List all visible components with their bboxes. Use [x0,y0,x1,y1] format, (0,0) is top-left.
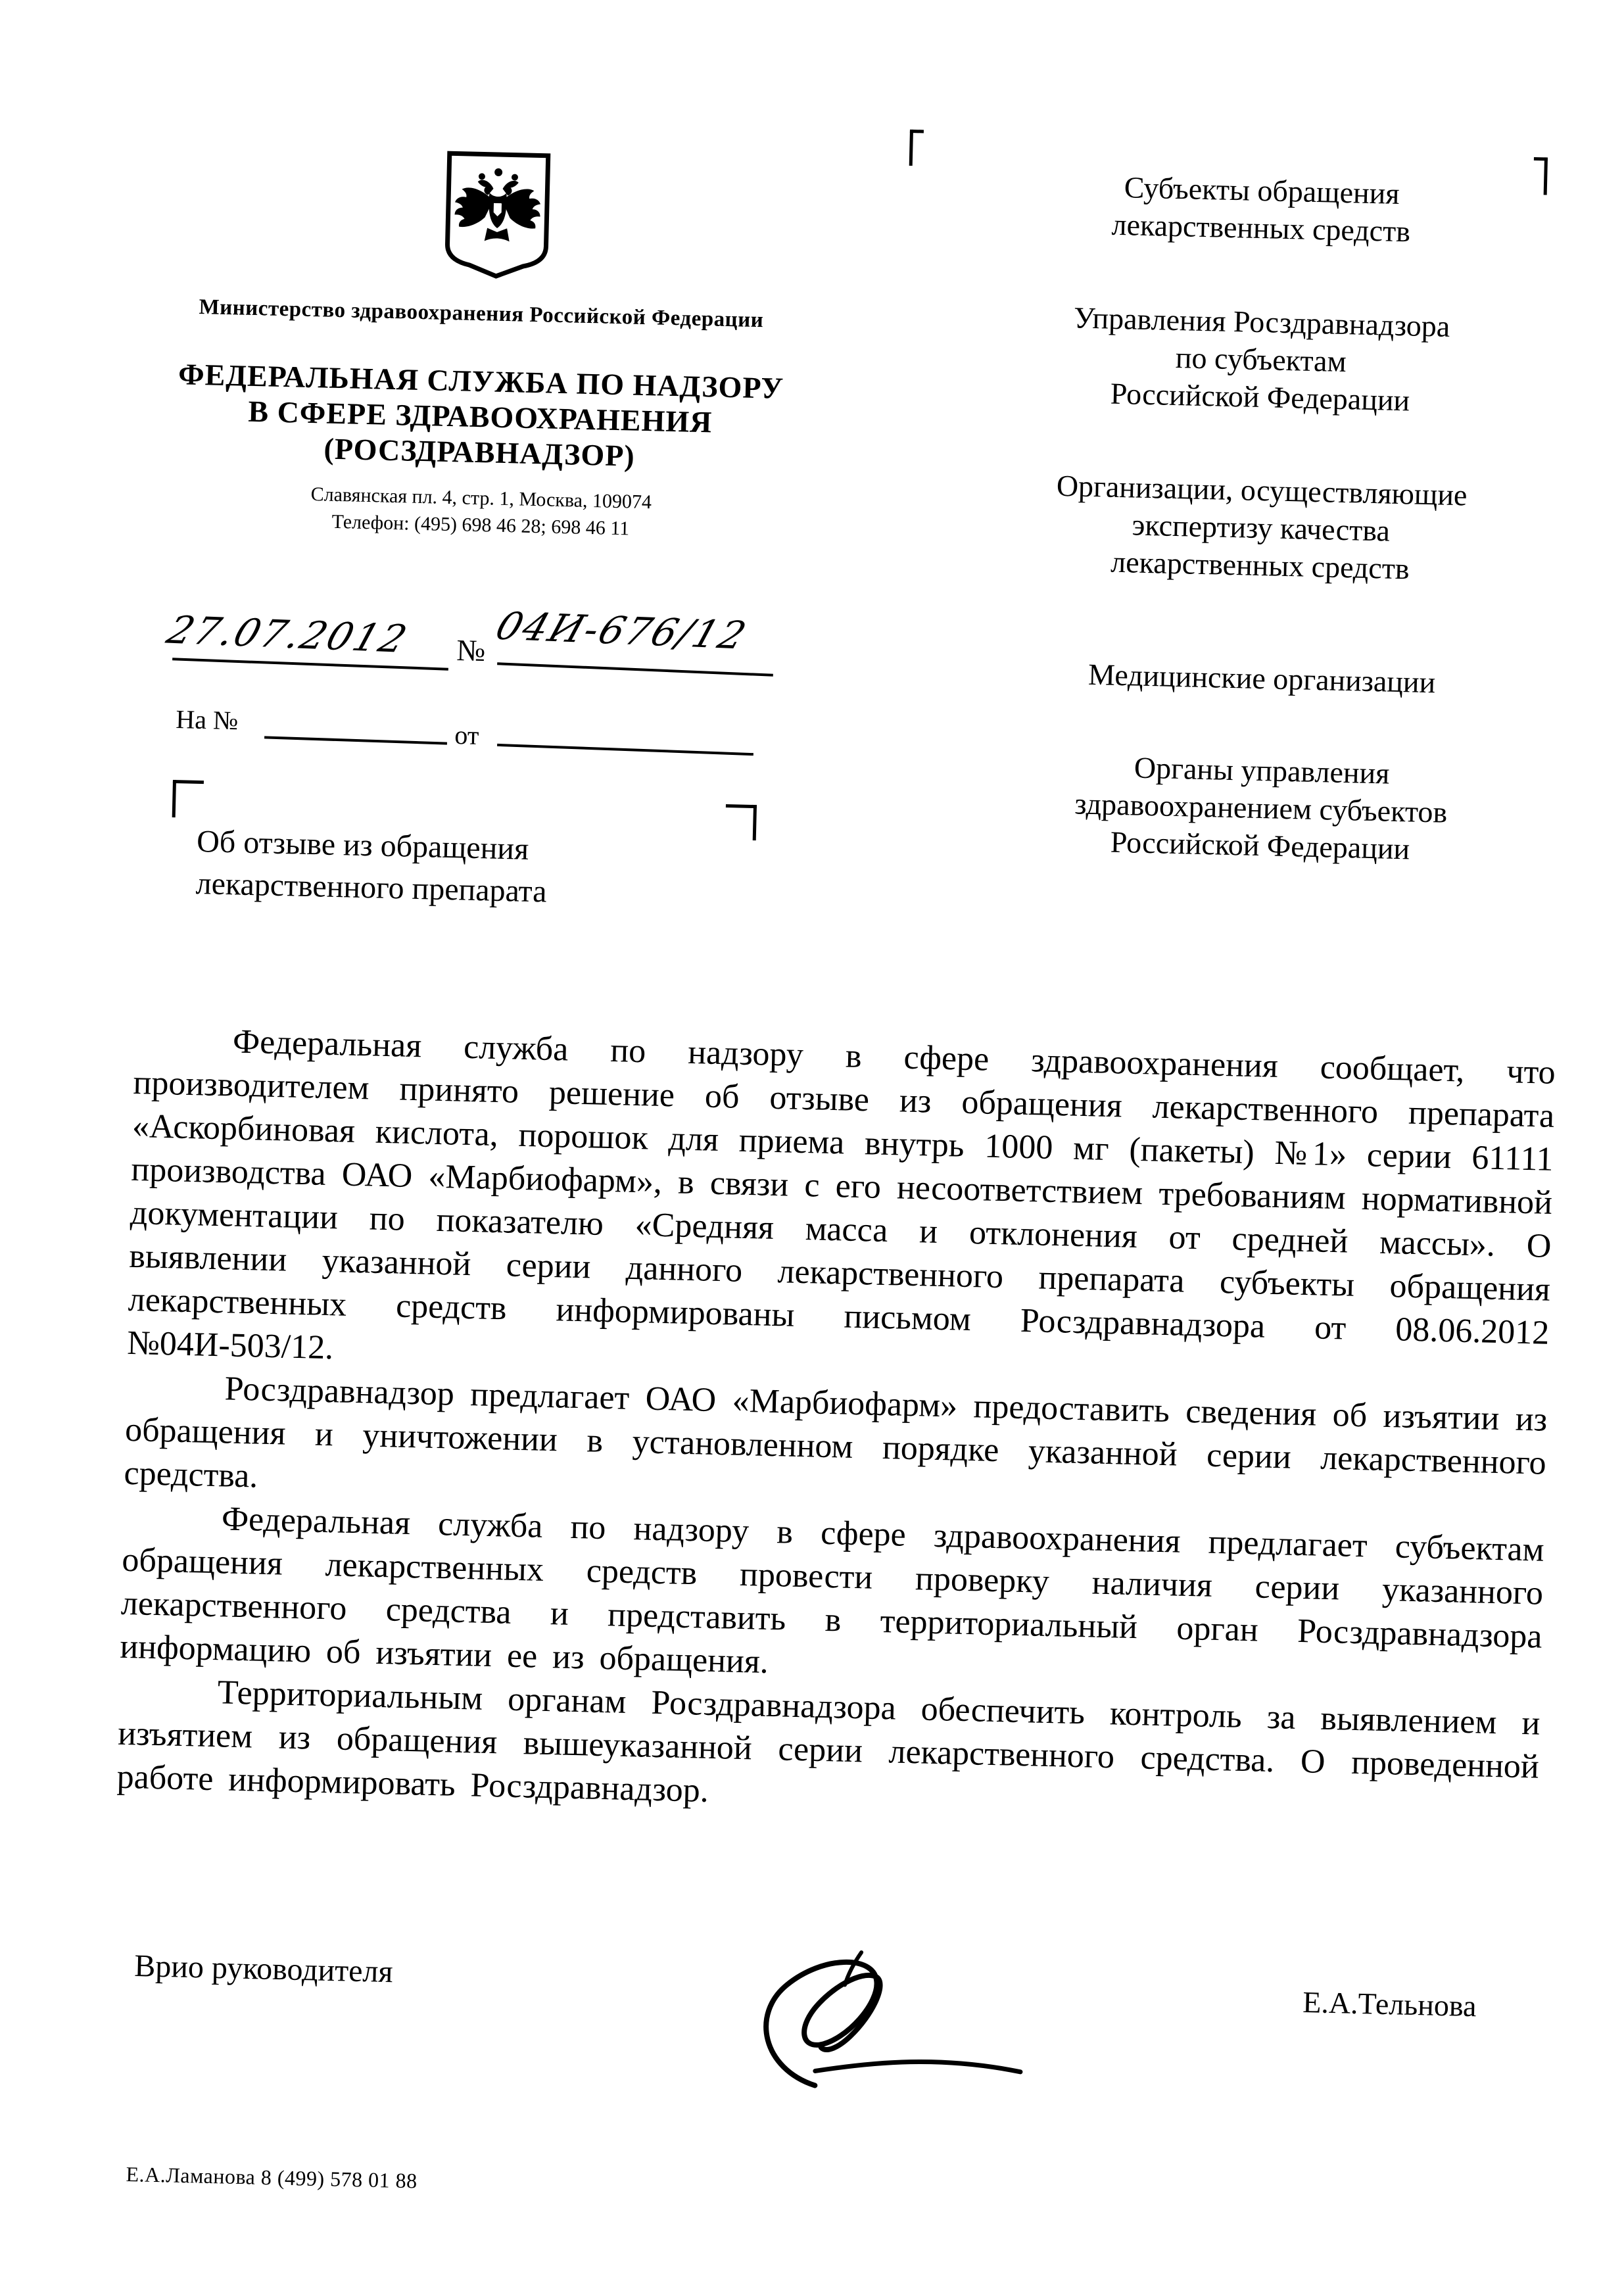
number-sign: № [456,633,486,668]
service-name-line: (РОСЗДРАВНАДЗОР) [323,431,636,473]
addressee-line: Российской Федерации [1110,376,1410,418]
body-paragraph: Территориальным органам Росздравнадзора обеспечить контроль за выявлением и изъятием из обращения вышеуказанной серии лекарственного средства. О проведенной работе информировать Росздравнадзор. [116,1674,1540,1810]
reply-date-blank [497,744,753,756]
letterhead-phone: Телефон: (495) 698 46 28; 698 46 11 [331,510,630,540]
date-underline [172,658,448,670]
subject-block [195,821,697,917]
addressee-line: по субъектам [1175,340,1347,379]
addressee-block-departments [951,296,1571,423]
russia-coat-of-arms-icon [439,147,556,281]
addressee-block-health-authorities [951,744,1571,871]
reply-number-blank [264,736,447,744]
handwritten-date: 27.07.2012 [161,608,414,662]
addressee-corner-mark-left [909,130,924,166]
addressee-line: Управления Росздравнадзора [1073,301,1450,343]
service-name-line: В СФЕРЕ ЗДРАВООХРАНЕНИЯ [247,394,713,439]
reply-from-label: от [454,719,479,750]
subject-corner-mark-right [725,804,757,840]
addressee-line: лекарственных средств [1110,544,1410,586]
body-paragraph: Росздравнадзор предлагает ОАО «Марбиофарм» предоставить сведения об изъятии из обращения и уничтожении в установленном порядке указанной серии лекарственного средства. [124,1370,1548,1495]
body-paragraph: Федеральная служба по надзору в сфере здравоохранения предлагает субъектам обращения лекарственных средств провести проверку наличия серии указанного лекарственного средства и представить в территориальный орган Росздравнадзора информацию об изъятии ее из обращения. [119,1500,1545,1681]
addressee-line: здравоохранением субъектов [1074,786,1448,829]
addressee-line: лекарственных средств [1111,207,1411,249]
letter-body [116,1018,1556,1833]
subject-line: лекарственного препарата [195,865,548,909]
number-underline [497,662,773,677]
executor-contact: Е.А.Ламанова 8 (499) 578 01 88 [126,2162,418,2193]
reply-to-label: На № [175,704,239,736]
body-paragraph: Федеральная служба по надзору в сфере здравоохранения сообщает, что производителем принято решение об отзыве из обращения лекарственного препарата «Аскорбиновая кислота, порошок для приема внутрь 1000 мг (пакеты) №1» серии 61111 производства ОАО «Марбиофарм», в связи с его несоответствием требованиям нормативной документации по показателю «Средняя масса и отклонения от средней массы». О выявлении указанной серии данного лекарственного препарата субъекты обращения лекарственных средств информированы письмом Росздравнадзора от 08.06.2012 №04И-503/12. [126,1023,1556,1367]
handwritten-outgoing-number: 04И-676/12 [490,604,753,658]
addressee-line: Органы управления [1134,750,1390,790]
signer-position: Врио руководителя [133,1948,394,1990]
addressee-line: Организации, осуществляющие [1056,468,1468,512]
subject-corner-mark-left [172,780,204,818]
addressee-block-subjects [951,164,1571,254]
subject-line: Об отзыве из обращения [196,823,529,867]
letterhead-address-phone [114,476,848,547]
service-name [112,355,848,479]
addressee-block-medical-organizations [953,652,1571,704]
signer-name: Е.А.Тельнова [1302,1985,1477,2023]
handwritten-signature-icon [716,1927,1029,2098]
addressee-line: Субъекты обращения [1124,170,1400,210]
letterhead-address: Славянская пл. 4, стр. 1, Москва, 109074 [310,483,652,514]
addressee-line: Российской Федерации [1110,825,1410,866]
ministry-line: Министерство здравоохранения Российской Федерации [199,295,764,333]
addressee-block-expert-organizations [951,464,1571,591]
addressee-line: экспертизу качества [1132,508,1391,548]
addressee-line: Медицинские организации [1087,657,1436,700]
service-name-line: ФЕДЕРАЛЬНАЯ СЛУЖБА ПО НАДЗОРУ [178,357,784,405]
